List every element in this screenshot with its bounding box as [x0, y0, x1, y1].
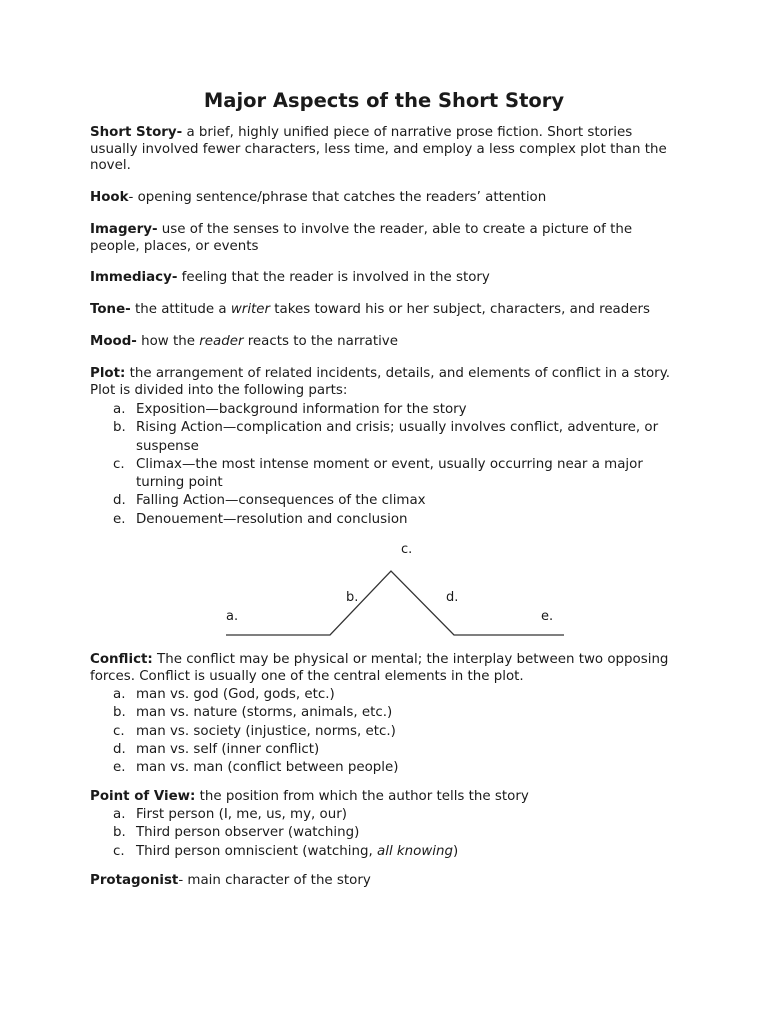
definition-imagery	[90, 222, 680, 255]
list-item	[113, 843, 673, 861]
list-item	[113, 492, 673, 510]
definition-text: a brief, highly unified piece of narrative prose fiction. Short stories usually involved fewer characters, less time, and employ a less complex plot than the novel.	[90, 125, 667, 173]
definition-text: the attitude a	[130, 302, 231, 317]
list-marker: d.	[113, 493, 126, 509]
conflict-types-list	[113, 686, 673, 777]
emphasis-text: writer	[230, 302, 271, 317]
diagram-label-e: e.	[541, 609, 554, 624]
list-marker: a.	[113, 807, 126, 822]
definition-plot	[90, 366, 680, 399]
definition-text: the arrangement of related incidents, details, and elements of conflict in a story. Plot is divided into the following parts:	[90, 366, 670, 398]
list-item	[113, 419, 673, 456]
definition-text: use of the senses to involve the reader, able to create a picture of the people, places, or events	[90, 222, 633, 254]
definition-short-story	[90, 125, 680, 175]
plot-parts-list	[113, 401, 673, 529]
definition-text: - opening sentence/phrase that catches the readers’ attention	[128, 190, 547, 205]
list-item-text: Rising Action—complication and crisis; usually involves conflict, adventure, or suspense	[136, 420, 659, 454]
definition-point-of-view	[90, 789, 680, 806]
definition-conflict	[90, 652, 680, 685]
plot-arc-line	[226, 571, 564, 635]
definition-mood	[90, 334, 680, 351]
list-item-text: Climax—the most intense moment or event, usually occurring near a major turning point	[136, 456, 643, 491]
definition-text: feeling that the reader is involved in the story	[177, 270, 490, 285]
list-marker: c.	[113, 456, 125, 472]
definition-text: how the	[136, 334, 200, 349]
page-title: Major Aspects of the Short Story	[203, 89, 565, 112]
list-item	[113, 686, 673, 704]
list-item	[113, 741, 673, 759]
list-marker: b.	[113, 825, 126, 841]
term-label: Immediacy-	[90, 270, 178, 285]
term-label: Imagery-	[90, 222, 158, 237]
diagram-label-c: c.	[401, 542, 413, 557]
term-label: Conflict:	[90, 652, 153, 667]
definition-hook	[90, 190, 680, 207]
list-item	[113, 511, 673, 529]
list-marker: e.	[113, 760, 126, 776]
list-item-text: )	[453, 843, 459, 859]
term-label: Protagonist	[90, 873, 179, 888]
definition-immediacy	[90, 270, 680, 287]
definition-text: takes toward his or her subject, characters, and readers	[270, 302, 650, 317]
diagram-label-a: a.	[226, 609, 239, 624]
list-item-text: man vs. man (conflict between people)	[136, 760, 399, 776]
definition-text: reacts to the narrative	[243, 334, 398, 349]
definition-text: the position from which the author tells the story	[195, 789, 529, 804]
list-marker: a.	[113, 687, 126, 702]
definition-text: The conflict may be physical or mental; the interplay between two opposing forces. Conflict is usually one of the central elements in the plot.	[90, 652, 669, 684]
term-label: Short Story-	[90, 125, 183, 140]
list-item-text: man vs. self (inner conflict)	[136, 741, 320, 757]
term-label: Mood-	[90, 334, 137, 349]
list-item-text: Exposition—background information for the story	[136, 402, 467, 417]
definition-text: - main character of the story	[178, 873, 371, 888]
list-item-text: Third person omniscient (watching,	[136, 843, 378, 859]
diagram-label-d: d.	[446, 590, 459, 605]
list-item	[113, 824, 673, 842]
definition-protagonist	[90, 873, 680, 890]
list-item	[113, 759, 673, 777]
list-marker: b.	[113, 705, 126, 721]
list-item	[113, 723, 673, 741]
list-item-text: Falling Action—consequences of the climax	[136, 493, 426, 509]
list-item-text: Denouement—resolution and conclusion	[136, 511, 408, 527]
list-item	[113, 401, 673, 419]
list-item	[113, 456, 673, 493]
list-marker: a.	[113, 402, 126, 417]
term-label: Hook	[90, 190, 129, 205]
list-item-text: man vs. nature (storms, animals, etc.)	[136, 705, 393, 721]
list-item-text: First person (I, me, us, my, our)	[136, 807, 347, 822]
list-marker: e.	[113, 511, 126, 527]
list-item-text: man vs. god (God, gods, etc.)	[136, 687, 335, 702]
diagram-label-b: b.	[346, 590, 359, 605]
list-item-text: man vs. society (injustice, norms, etc.)	[136, 723, 396, 739]
term-label: Plot:	[90, 366, 126, 381]
list-marker: c.	[113, 843, 125, 859]
term-label: Tone-	[90, 302, 131, 317]
list-marker: b.	[113, 420, 126, 436]
list-item-text: Third person observer (watching)	[136, 825, 360, 841]
emphasis-text: all knowing	[377, 843, 454, 859]
list-item	[113, 704, 673, 722]
list-item	[113, 806, 673, 824]
emphasis-text: reader	[199, 334, 244, 349]
definition-tone	[90, 302, 680, 319]
term-label: Point of View:	[90, 789, 196, 804]
list-marker: c.	[113, 723, 125, 739]
point-of-view-list	[113, 806, 673, 861]
list-marker: d.	[113, 741, 126, 757]
